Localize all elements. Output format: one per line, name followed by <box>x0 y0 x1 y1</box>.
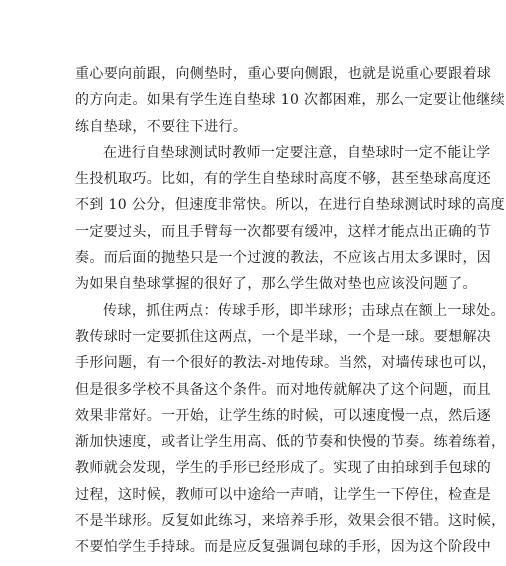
text-line: 不是半球形。反复如此练习，来培养手形，效果会很不错。这时候， <box>75 513 506 530</box>
text-line: 的方向走。如果有学生连自垫球 10 次都困难，那么一定要让他继续 <box>75 92 505 109</box>
paragraph <box>75 298 506 561</box>
text-line: 一定要过头，而且手臂每一次都要有缓冲，这样才能点出正确的节 <box>75 223 492 240</box>
text-line: 教传球时一定要抓住这两点，一个是半球，一个是一球。要想解决 <box>75 328 492 345</box>
text-line: 过程，这时候，教师可以中途给一声哨，让学生一下停住，检查是 <box>75 486 492 503</box>
text-line: 渐加快速度，或者让学生用高、低的节奏和快慢的节奏。练着练着， <box>75 434 506 451</box>
text-line: 手形问题，有一个很好的教法-对地传球。当然，对墙传球也可以， <box>75 355 497 372</box>
paragraph <box>75 61 505 140</box>
text-line: 教师就会发现，学生的手形已经形成了。实现了由拍球到手包球的 <box>75 460 492 477</box>
text-line: 奏。而后面的抛垫只是一个过渡的教法，不应该占用太多课时，因 <box>75 250 492 267</box>
text-line: 重心要向前跟，向侧垫时，重心要向侧跟，也就是说重心要跟着球 <box>75 66 492 82</box>
text-line: 传球，抓住两点：传球手形，即半球形；击球点在额上一球处。 <box>103 302 505 319</box>
text-line: 练自垫球，不要往下进行。 <box>75 118 248 135</box>
text-line: 但是很多学校不具备这个条件。而对地传就解决了这个问题，而且 <box>75 381 492 398</box>
text-line: 为如果自垫球掌握的很好了，那么学生做对垫也应该没问题了。 <box>75 276 477 293</box>
text-line: 效果非常好。一开始，让学生练的时候，可以速度慢一点，然后逐 <box>75 407 492 424</box>
text-line: 生投机取巧。比如，有的学生自垫球时高度不够，甚至垫球高度还 <box>75 171 492 188</box>
text-line: 不到 10 公分，但速度非常快。所以，在进行自垫球测试时球的高度 <box>75 197 505 214</box>
paragraph <box>75 140 505 298</box>
text-line: 不要怕学生手持球。而是应反复强调包球的手形，因为这个阶段中 <box>75 539 492 556</box>
text-line: 在进行自垫球测试时教师一定要注意，自垫球时一定不能让学 <box>103 144 491 161</box>
document-body <box>75 61 506 561</box>
